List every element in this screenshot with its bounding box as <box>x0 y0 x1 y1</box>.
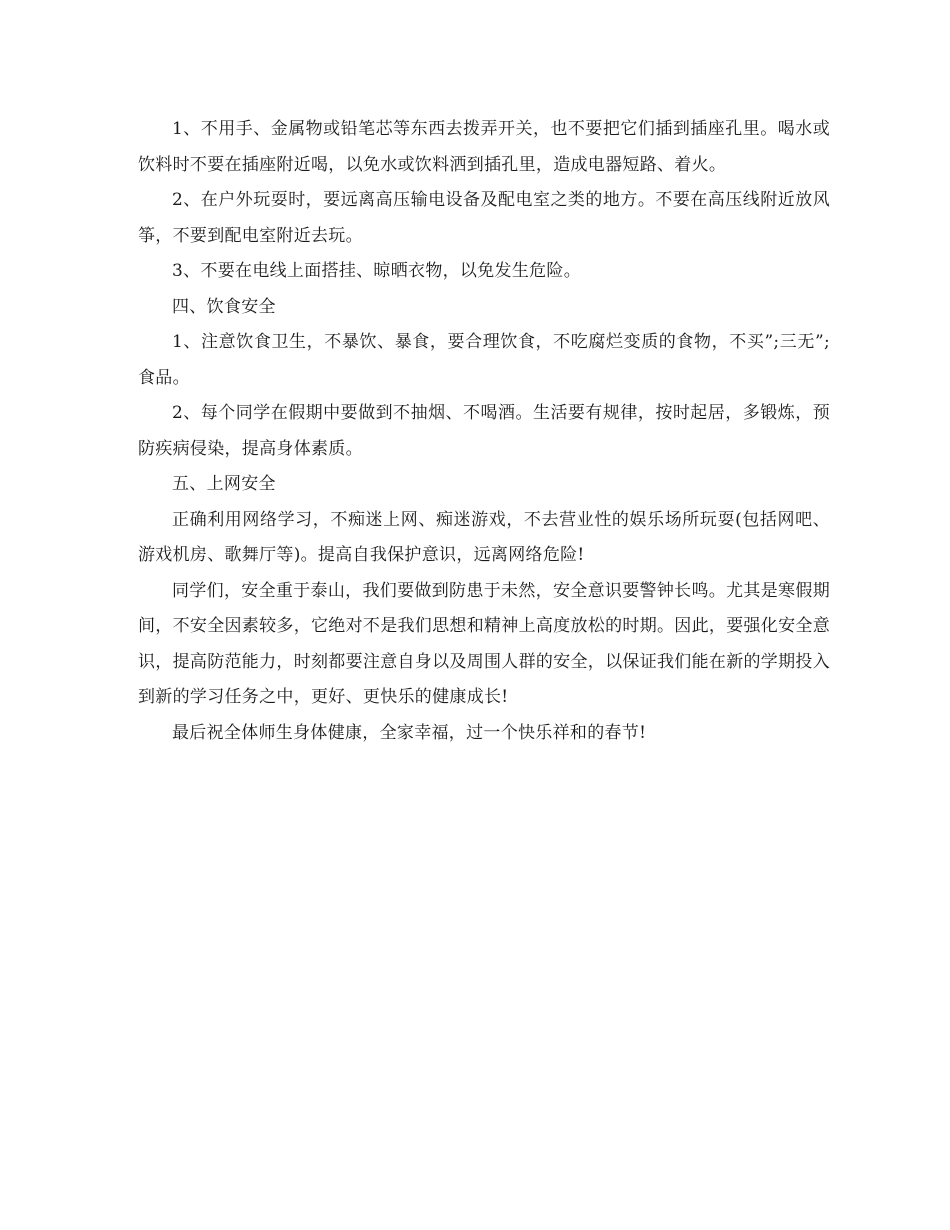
section-heading-food-safety: 四、饮食安全 <box>172 296 276 317</box>
section-heading-internet-safety: 五、上网安全 <box>172 474 276 494</box>
paragraph-food-1: 1、注意饮食卫生，不暴饮、暴食，要合理饮食，不吃腐烂变质的食物，不买”;三无”;食品。 <box>138 332 830 388</box>
paragraph-electric-1: 1、不用手、金属物或铅笔芯等东西去拨弄开关，也不要把它们插到插座孔里。喝水或饮料时不要在插座附近喝，以免水或饮料洒到插孔里，造成电器短路、着火。 <box>138 119 830 175</box>
document-page <box>138 112 830 751</box>
paragraph-conclusion: 同学们，安全重于泰山，我们要做到防患于未然，安全意识要警钟长鸣。尤其是寒假期间，不安全因素较多，它绝对不是我们思想和精神上高度放松的时期。因此，要强化安全意识，提高防范能力，时刻都要注意自身以及周围人群的安全，以保证我们能在新的学期投入到新的学习任务之中，更好、更快乐的健康成长! <box>138 580 830 707</box>
paragraph-electric-3: 3、不要在电线上面搭挂、晾晒衣物，以免发生危险。 <box>172 261 582 281</box>
paragraph-internet: 正确利用网络学习，不痴迷上网、痴迷游戏，不去营业性的娱乐场所玩耍(包括网吧、游戏机房、歌舞厅等)。提高自我保护意识，远离网络危险! <box>138 509 830 565</box>
paragraph-food-2: 2、每个同学在假期中要做到不抽烟、不喝酒。生活要有规律，按时起居，多锻炼，预防疾病侵染，提高身体素质。 <box>138 403 830 459</box>
paragraph-closing-wishes: 最后祝全体师生身体健康，全家幸福，过一个快乐祥和的春节! <box>172 722 647 743</box>
paragraph-electric-2: 2、在户外玩耍时，要远离高压输电设备及配电室之类的地方。不要在高压线附近放风筝，不要到配电室附近去玩。 <box>138 190 830 246</box>
